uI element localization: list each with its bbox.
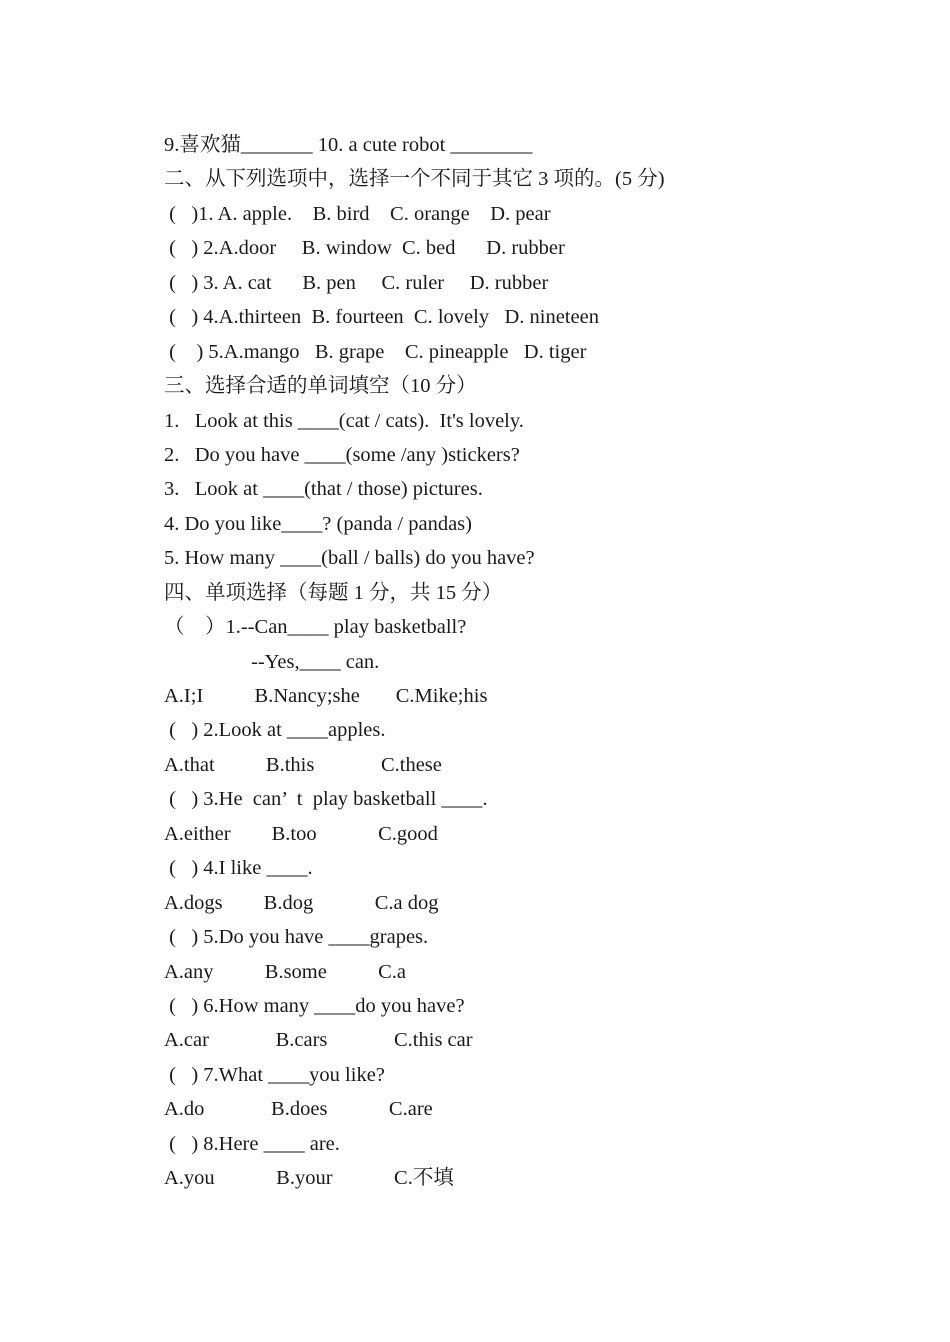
section-3-q1: 1. Look at this ____(cat / cats). It's lovely.: [164, 409, 524, 432]
q1-part-9-10: 9.喜欢猫_______ 10. a cute robot ________: [164, 134, 533, 156]
section-4-q3-options: A.either B.too C.good: [164, 822, 438, 845]
section-4-q7-question: ( ) 7.What ____you like?: [164, 1063, 385, 1086]
section-4-q8-options: A.you B.your C.不填: [164, 1167, 454, 1190]
section-4-q1-options: A.I;I B.Nancy;she C.Mike;his: [164, 685, 488, 707]
section-4-q5-options: A.any B.some C.a: [164, 960, 406, 983]
section-2-q3: ( ) 3. A. cat B. pen C. ruler D. rubber: [164, 271, 549, 294]
section-4-q1-question: （ ）1.--Can____ play basketball?: [164, 616, 467, 639]
section-2-title: 二、从下列选项中，选择一个不同于其它 3 项的。(5 分): [164, 168, 665, 191]
section-4-q6-options: A.car B.cars C.this car: [164, 1029, 473, 1052]
section-4-q6-question: ( ) 6.How many ____do you have?: [164, 994, 465, 1017]
section-4-q2-options: A.that B.this C.these: [164, 753, 442, 776]
section-4-q3-question: ( ) 3.He can’ t play basketball ____.: [164, 788, 488, 811]
section-3-q2: 2. Do you have ____(some /any )stickers?: [164, 443, 520, 466]
section-2-q5: ( ) 5.A.mango B. grape C. pineapple D. tiger: [164, 340, 587, 363]
section-3-q5: 5. How many ____(ball / balls) do you have?: [164, 547, 535, 570]
section-3-title: 三、选择合适的单词填空（10 分）: [164, 375, 477, 398]
section-3-q4: 4. Do you like____? (panda / pandas): [164, 512, 472, 535]
section-3-q3: 3. Look at ____(that / those) pictures.: [164, 478, 483, 501]
section-4-q4-options: A.dogs B.dog C.a dog: [164, 891, 439, 914]
section-2-q4: ( ) 4.A.thirteen B. fourteen C. lovely D. nineteen: [164, 306, 599, 329]
section-4-q2-question: ( ) 2.Look at ____apples.: [164, 719, 386, 742]
section-4-title: 四、单项选择（每题 1 分，共 15 分）: [164, 581, 503, 604]
section-4-q7-options: A.do B.does C.are: [164, 1098, 433, 1121]
section-4-q1-answer-line: --Yes,____ can.: [251, 650, 380, 673]
section-2-q2: ( ) 2.A.door B. window C. bed D. rubber: [164, 237, 565, 260]
section-4-q5-question: ( ) 5.Do you have ____grapes.: [164, 926, 429, 949]
section-4-q4-question: ( ) 4.I like ____.: [164, 857, 313, 880]
exam-page: [164, 128, 884, 1196]
section-2-q1: ( )1. A. apple. B. bird C. orange D. pear: [164, 202, 551, 225]
section-4-q8-question: ( ) 8.Here ____ are.: [164, 1132, 340, 1155]
